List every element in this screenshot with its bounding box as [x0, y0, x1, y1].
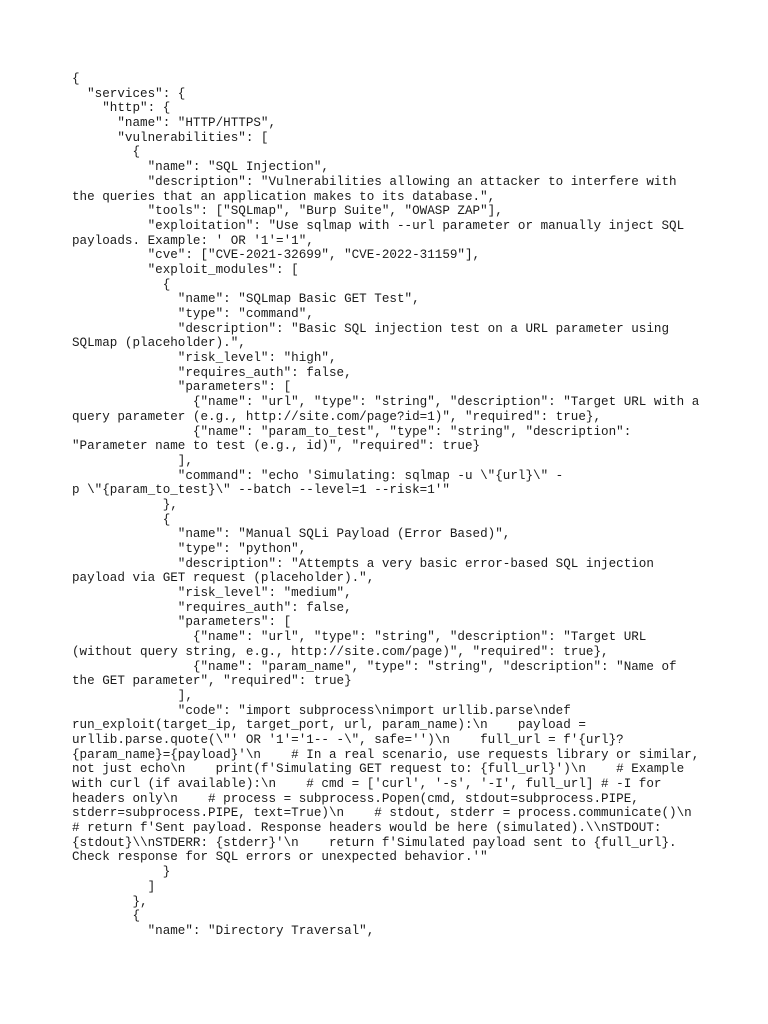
document-line: { — [72, 145, 141, 160]
document-line: Check response for SQL errors or unexpected behavior.'" — [72, 850, 488, 865]
document-line: { — [72, 72, 80, 86]
document-line: "description": "Vulnerabilities allowing an attacker to interfere with — [72, 174, 677, 189]
document-line: "command": "echo 'Simulating: sqlmap -u \"{url}\" - — [72, 468, 564, 483]
document-line: {"name": "param_name", "type": "string", "description": "Name of — [72, 659, 677, 674]
document-line: "code": "import subprocess\nimport urllib.parse\ndef — [72, 703, 571, 718]
document-line: urllib.parse.quote(\"' OR '1'='1-- -\", safe='')\n full_url = f'{url}? — [72, 732, 624, 747]
document-line: ] — [72, 879, 156, 894]
document-line: "tools": ["SQLmap", "Burp Suite", "OWASP ZAP"], — [72, 204, 503, 219]
document-line: payloads. Example: ' OR '1'='1", — [72, 233, 314, 248]
document-line: "description": "Attempts a very basic error-based SQL injection — [72, 556, 654, 571]
document-line: SQLmap (placeholder).", — [72, 336, 246, 351]
document-line: ], — [72, 453, 193, 468]
document-line: not just echo\n print(f'Simulating GET request to: {full_url}')\n # Example — [72, 762, 685, 777]
document-line: "services": { — [72, 86, 186, 101]
document-line: "Parameter name to test (e.g., id)", "required": true} — [72, 439, 481, 454]
document-line: {"name": "param_to_test", "type": "string", "description": — [72, 424, 632, 439]
document-line: {stdout}\\nSTDERR: {stderr}'\n return f'Simulated payload sent to {full_url}. — [72, 835, 677, 850]
document-line: # return f'Sent payload. Response headers would be here (simulated).\\nSTDOUT: — [72, 821, 662, 836]
document-line: "requires_auth": false, — [72, 365, 352, 380]
document-line: "cve": ["CVE-2021-32699", "CVE-2022-31159"], — [72, 248, 481, 263]
document-line: }, — [72, 894, 148, 909]
document-line: p \"{param_to_test}\" --batch --level=1 --risk=1'" — [72, 483, 450, 498]
document-line: "risk_level": "high", — [72, 351, 337, 366]
document-line: "description": "Basic SQL injection test on a URL parameter using — [72, 321, 670, 336]
document-line: "exploit_modules": [ — [72, 262, 299, 277]
document-line: payload via GET request (placeholder).", — [72, 571, 375, 586]
json-document — [72, 72, 712, 939]
document-line: ], — [72, 688, 193, 703]
document-line: with curl (if available):\n # cmd = ['curl', '-s', '-I', full_url] # -I for — [72, 777, 662, 791]
document-line: "name": "Directory Traversal", — [72, 923, 375, 938]
document-line: "exploitation": "Use sqlmap with --url parameter or manually inject SQL — [72, 218, 685, 233]
document-line: the queries that an application makes to its database.", — [72, 189, 496, 204]
document-line: "name": "SQL Injection", — [72, 160, 329, 175]
document-line: "name": "Manual SQLi Payload (Error Based)", — [72, 527, 511, 542]
document-line: "risk_level": "medium", — [72, 586, 352, 601]
document-line: { — [72, 277, 171, 292]
document-line: "vulnerabilities": [ — [72, 130, 269, 145]
document-line: headers only\n # process = subprocess.Popen(cmd, stdout=subprocess.PIPE, — [72, 791, 639, 806]
document-line: } — [72, 865, 171, 880]
document-line: "name": "SQLmap Basic GET Test", — [72, 292, 420, 307]
document-line: {"name": "url", "type": "string", "description": "Target URL — [72, 630, 647, 645]
document-line: {param_name}={payload}'\n # In a real scenario, use requests library or similar, — [72, 747, 700, 762]
document-line: { — [72, 909, 141, 924]
document-line: "type": "command", — [72, 307, 314, 321]
document-line: run_exploit(target_ip, target_port, url, param_name):\n payload = — [72, 718, 586, 733]
document-line: "name": "HTTP/HTTPS", — [72, 116, 277, 131]
document-line: query parameter (e.g., http://site.com/page?id=1)", "required": true}, — [72, 409, 602, 424]
document-line: the GET parameter", "required": true} — [72, 674, 352, 689]
document-line: "http": { — [72, 101, 171, 116]
document-line: "parameters": [ — [72, 615, 292, 630]
document-line: "parameters": [ — [72, 380, 292, 395]
document-line: stderr=subprocess.PIPE, text=True)\n # stdout, stderr = process.communicate()\n — [72, 806, 692, 821]
document-line: }, — [72, 497, 178, 512]
document-line: "type": "python", — [72, 542, 307, 556]
document-line: {"name": "url", "type": "string", "description": "Target URL with a — [72, 395, 700, 410]
document-line: "requires_auth": false, — [72, 600, 352, 615]
document-line: (without query string, e.g., http://site.com/page)", "required": true}, — [72, 644, 609, 659]
document-line: { — [72, 512, 171, 527]
